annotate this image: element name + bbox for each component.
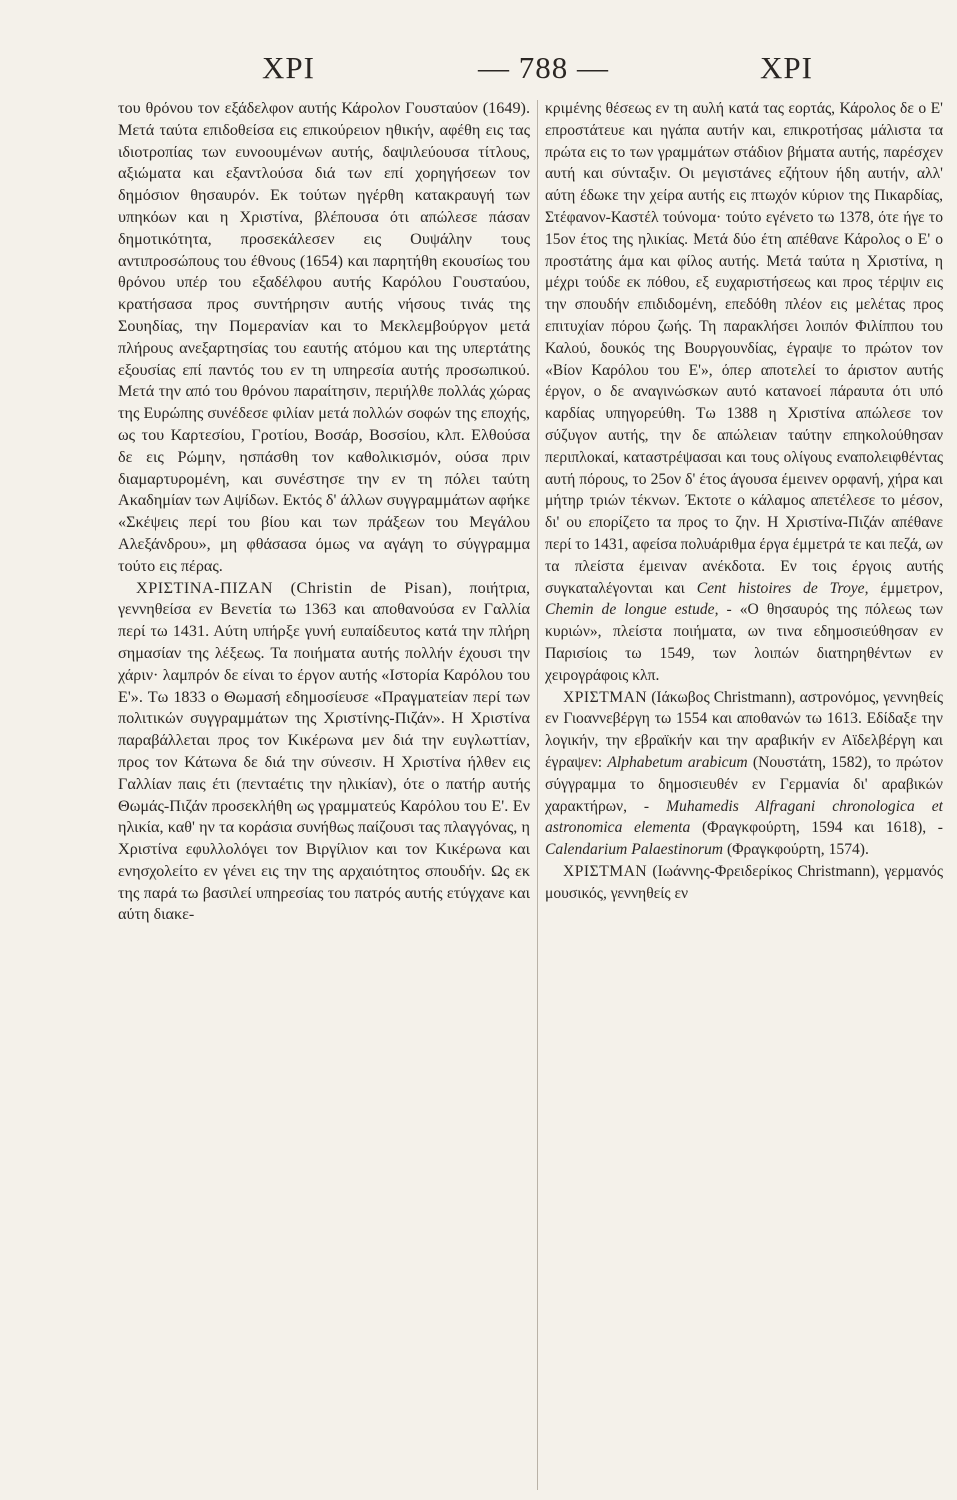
entry-christina-pisan [118, 578, 530, 927]
page-number: — 788 — [478, 50, 609, 85]
entry-name: (Ιάκωβος Christmann), [651, 688, 796, 706]
entry-text: (Φραγκφούρτη, 1574). [726, 841, 869, 859]
right-text-c: - «Ο θησαυρός της πόλεως των κυριών», πλείστα ποιήματα, ων τινα εδημοσιεύθησαν εν Παρισίοις τω 1549, των λοιπών διατηρηθέντων εν χειρογράφοις κλπ. [545, 601, 943, 684]
header-left: ΧΡΙ [262, 50, 315, 85]
right-paragraph-1 [545, 98, 943, 687]
left-paragraph-1: του θρόνου τον εξάδελφον αυτής Κάρολον Γουσταύον (1649). Μετά ταύτα επιδοθείσα εις επικούρειον ηθικήν, αφέθη εις τας ιδιοτροπίας των ευνοουμένων αυτής, δαψιλεύουσα τίτλους, αξιώματα και εξαντλούσα διά των επί χορηγήσεων τον δημόσιον θησαυρόν. Εκ τούτων ηγέρθη κατακραυγή των υπηκόων και η Χριστίνα, βλέπουσα ότι απώλεσε πάσαν δημοτικότητα, προσεκάλεσεν εις Ουψάλην τους αντιπροσώπους του έθνους (1654) και παρητήθη εκουσίως του θρόνου υπέρ του εξαδέλφου αυτής Καρόλου Γουσταύου, κρατήσασα προς συντήρησιν αυτής νήσους τινάς της Σουηδίας, την Πομερανίαν και το Μεκλεμβούργον μετά πλήρους ανεξαρτησίας του εαυτής ατόμου και της υπερτάτης εξουσίας επί παντός του εν τη υπηρεσία αυτής προσωπικού. Μετά την από του θρόνου παραίτησιν, περιήλθε πολλάς χώρας της Ευρώπης συνέδεσε φιλίαν μετά πολλών σοφών της εποχής, ως του Καρτεσίου, Γροτίου, Βοσάρ, Βοσσίου, κλπ. Ελθούσα δε εις Ρώμην, ησπάσθη τον καθολικισμόν, ούσα πριν διαμαρτυρομένη, και συνέστησε την εν τη πόλει ταύτη Ακαδημίαν των Αψίδων. Εκτός δ' άλλων συγγραμμάτων αφήκε «Σκέψεις περί του βίου και των πράξεων του Μεγάλου Αλεξάνδρου», μη φθάσασα όμως να αγάγη το σύγγραμμα τούτο εις πέρας. [118, 99, 530, 575]
entry-text: ποιήτρια, γεννηθείσα εν Βενετία τω 1363 και αποθανούσα εν Γαλλία περί τω 1431. Αύτη υπήρξε γυνή ευπαίδευτος κατά την πλήρη σημασίαν της λέξεως. Τα ποιήματα αυτής πολλήν έχουσι την χάριν· λαμπρόν δε είναι το έργον αυτής «Ιστορία Καρόλου του Ε'». Τω 1833 ο Θωμασή εδημοσίευσε «Πραγματείαν περί των πολιτικών συγγραμμάτων της Χριστίνης-Πιζάν». Η Χριστίνα παραβάλλεται προς τον Κικέρωνα μεν διά την ευγλωττίαν, προς τον Κάτωνα δε διά την σύνεσιν. Η Χριστίνα ήλθεν εις Γαλλίαν παις έτι (πενταέτις την ηλικίαν), ότε ο πατήρ αυτής Θωμάς-Πιζάν προσεκλήθη ως γραμματεύς Καρόλου του Ε'. Εν ηλικία, καθ' ην τα κοράσια συνήθως παίζουσι τας πλαγγόνας, η Χριστίνα εφυλλολόγει τον Βιργίλιον και τον Κικέρωνα και ενησχολείτο εν γένει εις την της αρχαιότητος σπουδήν. Ως εκ της παρά τω βασιλεί υπηρεσίας του πατρός αυτής ετύγχανε και αύτη διακε- [118, 578, 530, 924]
entry-text: (Ιωάννης-Φρειδερίκος Christmann), γερμανός μουσικός, γεννηθείς εν [545, 862, 943, 902]
work-title: Alphabetum arabicum [607, 753, 748, 771]
entry-head: ΧΡΙΣΤΜΑΝ [563, 688, 648, 706]
entry-head: ΧΡΙΣΤΙΝΑ-ΠΙΖΑΝ (Christin de Pisan), [136, 578, 453, 597]
right-text-a: κριμένης θέσεως εν τη αυλή κατά τας εορτάς, Κάρολος δε ο Ε' επροστάτευε και ηγάπα αυτήν και, επικροτήσας μάλιστα τα πρώτα εις το των γραμμάτων στάδιον βήματα αυτής, παρέσχεν αυτή και σύνταξιν. Οι μεγιστάνες εζήτουν ήδη αυτήν, αλλ' αύτη έδωκε την χείρα αυτής εις πτωχόν κύριον της Πικαρδίας, Στέφανον-Καστέλ τούνομα· τούτο εγένετο τω 1378, ότε ήγε το 15ον έτος της ηλικίας. Μετά δύο έτη απέθανε Κάρολος ο Ε' ο προστάτης άμα και φίλος αυτής. Μετά ταύτα η Χριστίνα, η μέχρι τούδε εκ πόθου, εξ ευχαριστήσεως και προς τέρψιν εις την σπουδήν επιδιδομένη, επεδόθη πλέον εις μελέτας προς επιτυχίαν πόρου ζωής. Τη παρακλήσει λοιπόν Φιλίππου του Καλού, δουκός της Βουργουνδίας, έγραψε το πρώτον τον «Βίον Καρόλου του Ε'», όπερ αποτελεί το άριστον αυτής έργον, ο δε αναγινώσκων αυτό κατανοεί πάραυτα ότι υπό καρδίας υπηγορεύθη. Τω 1388 η Χριστίνα απώλεσε τον σύζυγον αυτής, την δε απώλειαν ταύτην επηκολούθησαν περιπλοκαί, καταστρέψασαι και τους ολίγους εναπολειφθέντας αυτή πόρους, το 25ον δ' έτος άγουσα έμεινεν ορφανή, χήρα και μήτηρ τριών τέκνων. Έκτοτε ο κάλαμος απετέλεσε το μέσον, δι' ου επορίζετο τα προς το ζην. Η Χριστίνα-Πιζάν απέθανε περί το 1431, αφείσα πολυάριθμα έργα έμμετρά τε και πεζά, ων τα πλείστα έμειναν ανέκδοτα. Εν τοις έργοις αυτής συγκαταλέγονται και [545, 100, 943, 597]
right-text-b: έμμετρον, [880, 579, 943, 597]
right-column [545, 98, 943, 1498]
work-title: Calendarium Palaestinorum [545, 841, 724, 859]
entry-head: ΧΡΙΣΤΜΑΝ [563, 862, 648, 880]
entry-christmann-jakob [545, 687, 943, 861]
work-title: Cent histoires de Troye, [696, 579, 869, 597]
entry-text: αστρονόμος, γεννηθείς εν Γιοαννεβέργη τω 1554 και αποθανών τω 1613. Εδίδαξε την λογικήν, την εβραϊκήν και την αραβικήν εν Αϊδελβέργη και έγραψεν: [545, 688, 943, 771]
header-right: ΧΡΙ [760, 50, 813, 85]
work-title: Muhamedis Alfragani chronologica et astronomica elementa [545, 797, 943, 837]
column-divider [537, 100, 538, 1490]
entry-christmann-johann [545, 861, 943, 905]
work-title: Chemin de longue estude, [545, 601, 719, 619]
page-header [0, 42, 957, 98]
entry-text: (Φραγκφούρτη, 1594 και 1618), - [701, 819, 943, 837]
left-column [118, 98, 530, 1498]
entry-text: (Νουστάτη, 1582), το πρώτον σύγγραμμα το δημοσιευθέν εν Γερμανία δι' αραβικών χαρακτήρων, - [545, 753, 943, 815]
